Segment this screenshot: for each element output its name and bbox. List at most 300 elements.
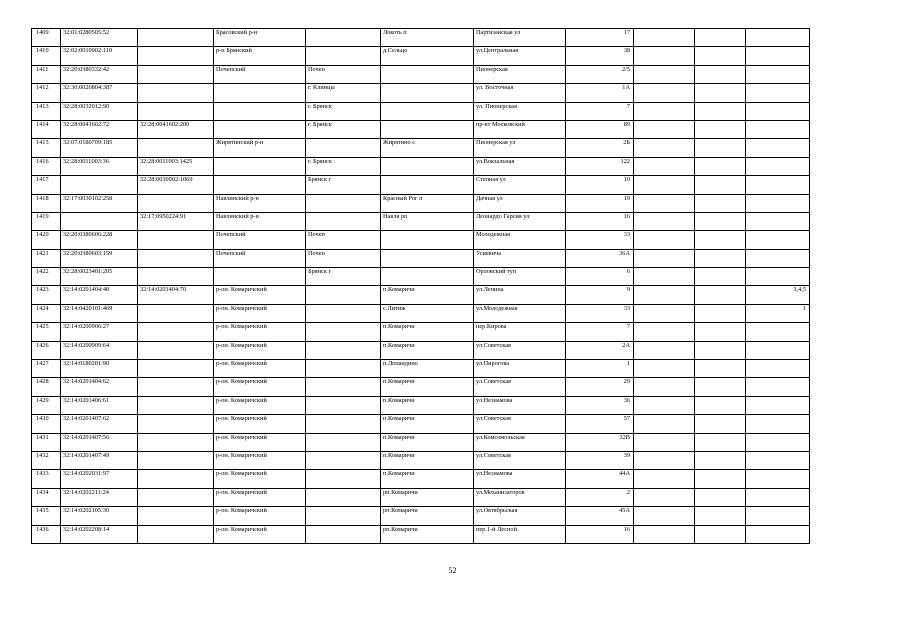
building-cadastral-number-cell xyxy=(138,433,214,451)
cadastral-number-cell: 32:14:0201407:62 xyxy=(61,415,138,433)
apartments-cell xyxy=(746,415,810,433)
district-cell xyxy=(214,157,306,175)
cadastral-number-cell: 32:14:0202211:24 xyxy=(61,488,138,506)
apartments-cell xyxy=(746,470,810,488)
house-number-cell: 19 xyxy=(566,194,634,212)
district-cell: р-он. Комаричский xyxy=(214,341,306,359)
apartments-cell xyxy=(746,29,810,47)
extra-2-cell xyxy=(695,84,746,102)
district-cell: Почепский xyxy=(214,65,306,83)
extra-1-cell xyxy=(634,378,695,396)
apartments-cell xyxy=(746,194,810,212)
settlement-cell: п.Комаричи xyxy=(381,341,474,359)
city-cell xyxy=(306,415,381,433)
city-cell xyxy=(306,139,381,157)
district-cell xyxy=(214,102,306,120)
extra-1-cell xyxy=(634,176,695,194)
row-number-cell: 1409 xyxy=(32,29,61,47)
district-cell: р-он. Комаричский xyxy=(214,304,306,322)
extra-1-cell xyxy=(634,323,695,341)
extra-2-cell xyxy=(695,65,746,83)
cadastral-number-cell: 32:28:0041602:72 xyxy=(61,120,138,138)
settlement-cell: д.Сельцо xyxy=(381,47,474,65)
street-cell: Степная ул xyxy=(474,176,566,194)
extra-1-cell xyxy=(634,84,695,102)
building-cadastral-number-cell xyxy=(138,378,214,396)
district-cell: р-он. Комаричский xyxy=(214,323,306,341)
cadastral-number-cell xyxy=(61,176,138,194)
street-cell: ул.Советская xyxy=(474,415,566,433)
apartments-cell xyxy=(746,249,810,267)
cadastral-number-cell: 32:14:0200906:27 xyxy=(61,323,138,341)
city-cell: г. Брянск xyxy=(306,157,381,175)
city-cell xyxy=(306,433,381,451)
district-cell xyxy=(214,120,306,138)
table-row xyxy=(32,84,810,102)
apartments-cell xyxy=(746,525,810,543)
extra-1-cell xyxy=(634,194,695,212)
apartments-cell xyxy=(746,47,810,65)
extra-2-cell xyxy=(695,176,746,194)
city-cell xyxy=(306,323,381,341)
house-number-cell: 2Б xyxy=(566,139,634,157)
building-cadastral-number-cell xyxy=(138,507,214,525)
house-number-cell: 89 xyxy=(566,120,634,138)
house-number-cell: 7 xyxy=(566,102,634,120)
city-cell: Брянск г xyxy=(306,268,381,286)
apartments-cell xyxy=(746,360,810,378)
house-number-cell: 45А xyxy=(566,507,634,525)
house-number-cell: 1А xyxy=(566,84,634,102)
extra-1-cell xyxy=(634,157,695,175)
table-row xyxy=(32,525,810,543)
settlement-cell: Красный Рог п xyxy=(381,194,474,212)
settlement-cell: п.Комаричи xyxy=(381,433,474,451)
city-cell xyxy=(306,378,381,396)
row-number-cell: 1425 xyxy=(32,323,61,341)
district-cell: Брасовский р-н xyxy=(214,29,306,47)
city-cell xyxy=(306,29,381,47)
street-cell: пер.1-й Лесной xyxy=(474,525,566,543)
building-cadastral-number-cell xyxy=(138,488,214,506)
table-row xyxy=(32,29,810,47)
table-row xyxy=(32,433,810,451)
district-cell: р-он. Комаричский xyxy=(214,415,306,433)
table-row xyxy=(32,120,810,138)
settlement-cell: п.Комаричи xyxy=(381,415,474,433)
row-number-cell: 1431 xyxy=(32,433,61,451)
cadastral-number-cell: 32:01:0280505:52 xyxy=(61,29,138,47)
house-number-cell: 29 xyxy=(566,378,634,396)
row-number-cell: 1435 xyxy=(32,507,61,525)
street-cell: ул.Механизаторов xyxy=(474,488,566,506)
street-cell: ул. Восточная xyxy=(474,84,566,102)
district-cell: р-он. Комаричский xyxy=(214,470,306,488)
building-cadastral-number-cell xyxy=(138,268,214,286)
row-number-cell: 1411 xyxy=(32,65,61,83)
street-cell: Леонардо Гарсия ул xyxy=(474,212,566,230)
settlement-cell: п.Комаричи xyxy=(381,451,474,469)
building-cadastral-number-cell xyxy=(138,396,214,414)
settlement-cell: п.Комаричи xyxy=(381,396,474,414)
row-number-cell: 1415 xyxy=(32,139,61,157)
street-cell: ул. Пионерская xyxy=(474,102,566,120)
apartments-cell xyxy=(746,231,810,249)
city-cell: Почеп xyxy=(306,231,381,249)
extra-1-cell xyxy=(634,212,695,230)
table-row xyxy=(32,231,810,249)
table-row xyxy=(32,157,810,175)
extra-2-cell xyxy=(695,139,746,157)
house-number-cell: 2/5 xyxy=(566,65,634,83)
building-cadastral-number-cell xyxy=(138,304,214,322)
house-number-cell: 33 xyxy=(566,231,634,249)
settlement-cell xyxy=(381,176,474,194)
settlement-cell xyxy=(381,268,474,286)
settlement-cell: Навля рп xyxy=(381,212,474,230)
cadastral-number-cell: 32:07:0180709:185 xyxy=(61,139,138,157)
house-number-cell: 16 xyxy=(566,525,634,543)
district-cell xyxy=(214,176,306,194)
district-cell: р-он. Комаричский xyxy=(214,433,306,451)
settlement-cell xyxy=(381,84,474,102)
cadastral-number-cell xyxy=(61,212,138,230)
extra-2-cell xyxy=(695,525,746,543)
extra-2-cell xyxy=(695,470,746,488)
building-cadastral-number-cell xyxy=(138,249,214,267)
apartments-cell xyxy=(746,176,810,194)
building-cadastral-number-cell: 32:14:0201404:70 xyxy=(138,286,214,304)
cadastral-number-cell: 32:14:0201404:62 xyxy=(61,378,138,396)
street-cell: ул.Пирогова xyxy=(474,360,566,378)
street-cell: пер.Кирова xyxy=(474,323,566,341)
cadastral-number-cell: 32:14:0202208:14 xyxy=(61,525,138,543)
extra-2-cell xyxy=(695,120,746,138)
row-number-cell: 1436 xyxy=(32,525,61,543)
table-row xyxy=(32,507,810,525)
extra-2-cell xyxy=(695,249,746,267)
house-number-cell: 122 xyxy=(566,157,634,175)
extra-1-cell xyxy=(634,415,695,433)
apartments-cell xyxy=(746,323,810,341)
house-number-cell: 32В xyxy=(566,433,634,451)
extra-1-cell xyxy=(634,102,695,120)
apartments-cell xyxy=(746,396,810,414)
city-cell xyxy=(306,341,381,359)
extra-1-cell xyxy=(634,286,695,304)
building-cadastral-number-cell xyxy=(138,231,214,249)
apartments-cell xyxy=(746,507,810,525)
city-cell xyxy=(306,47,381,65)
city-cell xyxy=(306,451,381,469)
extra-1-cell xyxy=(634,65,695,83)
register-table xyxy=(31,28,810,544)
cadastral-number-cell: 32:14:0201407:56 xyxy=(61,433,138,451)
district-cell: р-он. Комаричский xyxy=(214,378,306,396)
house-number-cell: 7 xyxy=(566,323,634,341)
street-cell: пр-кт Московский xyxy=(474,120,566,138)
district-cell: Навлинский р-н xyxy=(214,194,306,212)
row-number-cell: 1417 xyxy=(32,176,61,194)
building-cadastral-number-cell: 32:28:0030902:1069 xyxy=(138,176,214,194)
extra-1-cell xyxy=(634,470,695,488)
table-row xyxy=(32,378,810,396)
district-cell: р-он. Комаричский xyxy=(214,286,306,304)
extra-2-cell xyxy=(695,360,746,378)
house-number-cell: 17 xyxy=(566,29,634,47)
apartments-cell xyxy=(746,120,810,138)
city-cell xyxy=(306,194,381,212)
extra-1-cell xyxy=(634,433,695,451)
house-number-cell: 36 xyxy=(566,396,634,414)
street-cell: ул.Незнамова xyxy=(474,396,566,414)
table-row xyxy=(32,65,810,83)
building-cadastral-number-cell xyxy=(138,415,214,433)
table-row xyxy=(32,451,810,469)
house-number-cell: 36А xyxy=(566,249,634,267)
city-cell: г. Брянск xyxy=(306,120,381,138)
apartments-cell xyxy=(746,139,810,157)
extra-2-cell xyxy=(695,286,746,304)
settlement-cell: п.Комаричи xyxy=(381,323,474,341)
row-number-cell: 1420 xyxy=(32,231,61,249)
district-cell: р-он. Комаричский xyxy=(214,488,306,506)
row-number-cell: 1410 xyxy=(32,47,61,65)
city-cell xyxy=(306,507,381,525)
extra-1-cell xyxy=(634,304,695,322)
apartments-cell xyxy=(746,84,810,102)
district-cell: Почепский xyxy=(214,249,306,267)
district-cell: р-н Брянский xyxy=(214,47,306,65)
street-cell: Пионерская xyxy=(474,65,566,83)
building-cadastral-number-cell xyxy=(138,360,214,378)
table-row xyxy=(32,212,810,230)
table-row xyxy=(32,323,810,341)
extra-2-cell xyxy=(695,304,746,322)
house-number-cell: 38 xyxy=(566,47,634,65)
register-table-body xyxy=(32,29,810,544)
apartments-cell: 1 xyxy=(746,304,810,322)
building-cadastral-number-cell xyxy=(138,84,214,102)
street-cell: ул.Советская xyxy=(474,341,566,359)
settlement-cell: с.Литиж xyxy=(381,304,474,322)
city-cell xyxy=(306,525,381,543)
cadastral-number-cell: 32:20:0380606:228 xyxy=(61,231,138,249)
cadastral-number-cell: 32:30:0020804:387 xyxy=(61,84,138,102)
street-cell: ул.Ленина xyxy=(474,286,566,304)
city-cell: Почеп xyxy=(306,249,381,267)
district-cell: р-он. Комаричский xyxy=(214,525,306,543)
extra-2-cell xyxy=(695,47,746,65)
extra-2-cell xyxy=(695,415,746,433)
cadastral-number-cell: 32:14:0202031:97 xyxy=(61,470,138,488)
extra-2-cell xyxy=(695,194,746,212)
house-number-cell: 2А xyxy=(566,341,634,359)
extra-1-cell xyxy=(634,396,695,414)
apartments-cell xyxy=(746,157,810,175)
cadastral-number-cell: 32:14:0420101:469 xyxy=(61,304,138,322)
city-cell: г. Клинцы xyxy=(306,84,381,102)
cadastral-number-cell: 32:28:0011003:36 xyxy=(61,157,138,175)
row-number-cell: 1427 xyxy=(32,360,61,378)
building-cadastral-number-cell xyxy=(138,29,214,47)
building-cadastral-number-cell xyxy=(138,194,214,212)
district-cell: Навлинский р-н xyxy=(214,212,306,230)
district-cell: Почепский xyxy=(214,231,306,249)
cadastral-number-cell: 32:14:0200909:64 xyxy=(61,341,138,359)
extra-1-cell xyxy=(634,451,695,469)
row-number-cell: 1429 xyxy=(32,396,61,414)
table-row xyxy=(32,360,810,378)
street-cell: ул.Советская xyxy=(474,378,566,396)
building-cadastral-number-cell: 32:17:0950224:91 xyxy=(138,212,214,230)
settlement-cell: рп.Комаричи xyxy=(381,507,474,525)
street-cell: Партизанская ул xyxy=(474,29,566,47)
extra-2-cell xyxy=(695,378,746,396)
street-cell: ул.Незнамова xyxy=(474,470,566,488)
apartments-cell: 3,4,5 xyxy=(746,286,810,304)
row-number-cell: 1428 xyxy=(32,378,61,396)
street-cell: ул.Молодежная xyxy=(474,304,566,322)
table-row xyxy=(32,249,810,267)
row-number-cell: 1432 xyxy=(32,451,61,469)
row-number-cell: 1416 xyxy=(32,157,61,175)
extra-1-cell xyxy=(634,525,695,543)
settlement-cell xyxy=(381,65,474,83)
apartments-cell xyxy=(746,433,810,451)
city-cell xyxy=(306,212,381,230)
street-cell: Орловский туп xyxy=(474,268,566,286)
settlement-cell xyxy=(381,157,474,175)
apartments-cell xyxy=(746,451,810,469)
house-number-cell: 9 xyxy=(566,286,634,304)
settlement-cell xyxy=(381,120,474,138)
apartments-cell xyxy=(746,212,810,230)
building-cadastral-number-cell xyxy=(138,139,214,157)
extra-2-cell xyxy=(695,451,746,469)
table-row xyxy=(32,268,810,286)
settlement-cell: п.Комаричи xyxy=(381,286,474,304)
table-row xyxy=(32,286,810,304)
extra-1-cell xyxy=(634,268,695,286)
building-cadastral-number-cell: 32:28:0041602:200 xyxy=(138,120,214,138)
cadastral-number-cell: 32:28:0023401:205 xyxy=(61,268,138,286)
building-cadastral-number-cell xyxy=(138,323,214,341)
house-number-cell: 44А xyxy=(566,470,634,488)
building-cadastral-number-cell xyxy=(138,47,214,65)
city-cell xyxy=(306,470,381,488)
extra-1-cell xyxy=(634,139,695,157)
cadastral-number-cell: 32:20:0380603:159 xyxy=(61,249,138,267)
city-cell: Брянск г xyxy=(306,176,381,194)
row-number-cell: 1422 xyxy=(32,268,61,286)
row-number-cell: 1413 xyxy=(32,102,61,120)
table-row xyxy=(32,176,810,194)
row-number-cell: 1434 xyxy=(32,488,61,506)
table-row xyxy=(32,488,810,506)
settlement-cell xyxy=(381,231,474,249)
street-cell: ул.Советская xyxy=(474,451,566,469)
extra-1-cell xyxy=(634,120,695,138)
row-number-cell: 1418 xyxy=(32,194,61,212)
city-cell xyxy=(306,360,381,378)
building-cadastral-number-cell xyxy=(138,451,214,469)
extra-1-cell xyxy=(634,341,695,359)
city-cell xyxy=(306,488,381,506)
street-cell: ул.Центральная xyxy=(474,47,566,65)
extra-2-cell xyxy=(695,102,746,120)
house-number-cell: 6 xyxy=(566,268,634,286)
extra-1-cell xyxy=(634,488,695,506)
table-row xyxy=(32,304,810,322)
cadastral-number-cell: 32:14:0201407:49 xyxy=(61,451,138,469)
house-number-cell: 33 xyxy=(566,304,634,322)
extra-1-cell xyxy=(634,507,695,525)
cadastral-number-cell: 32:20:0380332:42 xyxy=(61,65,138,83)
row-number-cell: 1419 xyxy=(32,212,61,230)
row-number-cell: 1430 xyxy=(32,415,61,433)
building-cadastral-number-cell xyxy=(138,102,214,120)
extra-2-cell xyxy=(695,157,746,175)
row-number-cell: 1414 xyxy=(32,120,61,138)
table-row xyxy=(32,396,810,414)
cadastral-number-cell: 32:14:0201406:61 xyxy=(61,396,138,414)
district-cell: Жирятинский р-н xyxy=(214,139,306,157)
cadastral-number-cell: 32:14:0202105:30 xyxy=(61,507,138,525)
extra-2-cell xyxy=(695,231,746,249)
cadastral-number-cell: 32:02:0010902:110 xyxy=(61,47,138,65)
row-number-cell: 1421 xyxy=(32,249,61,267)
building-cadastral-number-cell: 32:28:0011003:1425 xyxy=(138,157,214,175)
district-cell: р-он. Комаричский xyxy=(214,507,306,525)
city-cell xyxy=(306,396,381,414)
extra-1-cell xyxy=(634,249,695,267)
table-row xyxy=(32,47,810,65)
settlement-cell: рп.Комаричи xyxy=(381,488,474,506)
extra-2-cell xyxy=(695,29,746,47)
building-cadastral-number-cell xyxy=(138,525,214,543)
table-row xyxy=(32,194,810,212)
row-number-cell: 1424 xyxy=(32,304,61,322)
extra-2-cell xyxy=(695,268,746,286)
district-cell: р-он. Комаричский xyxy=(214,360,306,378)
table-row xyxy=(32,470,810,488)
extra-2-cell xyxy=(695,433,746,451)
extra-2-cell xyxy=(695,323,746,341)
settlement-cell: Локоть п xyxy=(381,29,474,47)
house-number-cell: 39 xyxy=(566,451,634,469)
settlement-cell xyxy=(381,249,474,267)
house-number-cell: 10 xyxy=(566,176,634,194)
district-cell: р-он. Комаричский xyxy=(214,451,306,469)
page-number: 52 xyxy=(448,566,457,575)
settlement-cell xyxy=(381,102,474,120)
cadastral-number-cell: 32:14:0180201:90 xyxy=(61,360,138,378)
city-cell xyxy=(306,304,381,322)
extra-2-cell xyxy=(695,488,746,506)
cadastral-number-cell: 32:28:0032012:90 xyxy=(61,102,138,120)
settlement-cell: п.Комаричи xyxy=(381,378,474,396)
extra-2-cell xyxy=(695,341,746,359)
city-cell xyxy=(306,286,381,304)
cadastral-number-cell: 32:17:0030102:258 xyxy=(61,194,138,212)
settlement-cell: рп.Комаричи xyxy=(381,525,474,543)
house-number-cell: 16 xyxy=(566,212,634,230)
extra-1-cell xyxy=(634,47,695,65)
apartments-cell xyxy=(746,378,810,396)
apartments-cell xyxy=(746,102,810,120)
table-row xyxy=(32,139,810,157)
